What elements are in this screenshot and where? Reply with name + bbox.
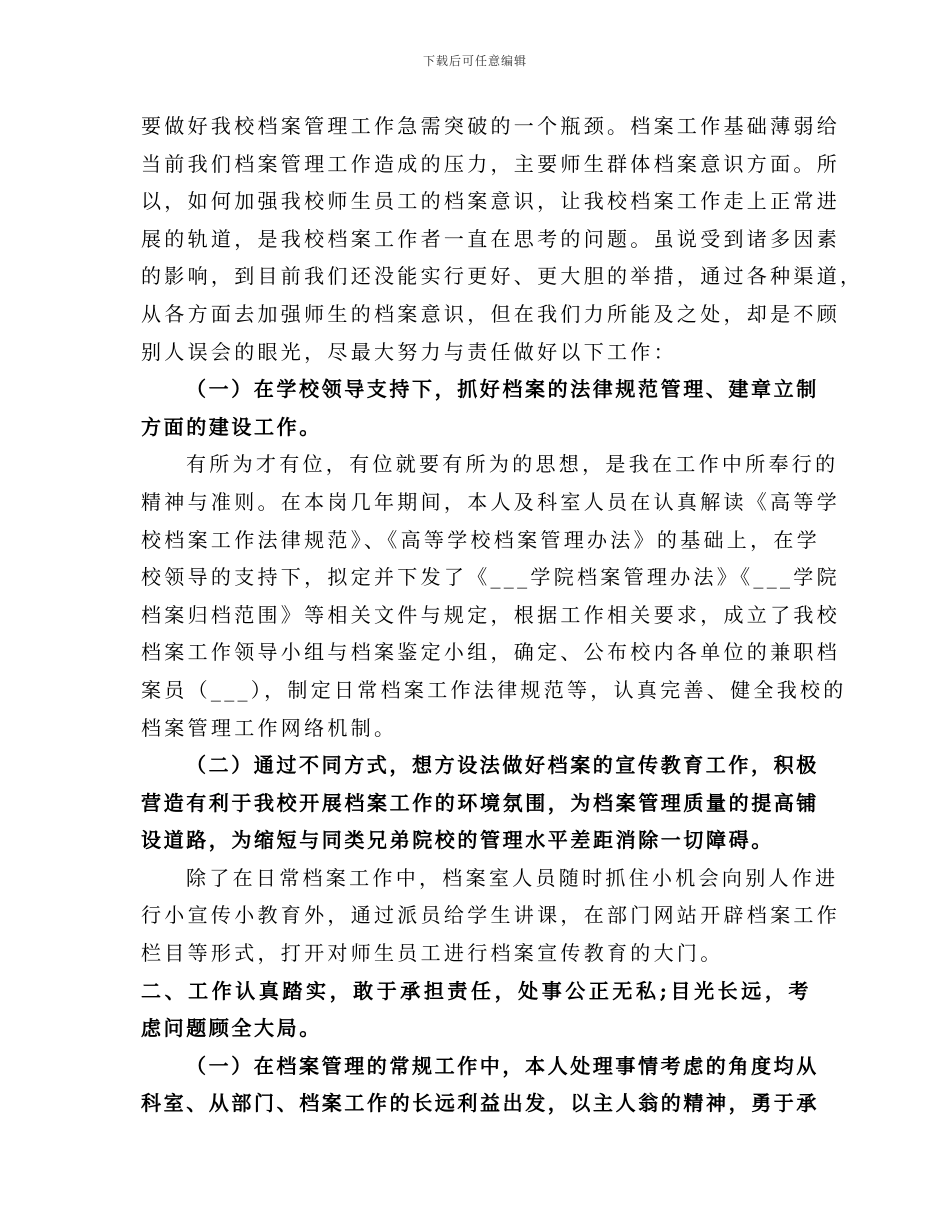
heading-line: 设道路，为缩短与同类兄弟院校的管理水平差距消除一切障碍。 bbox=[141, 828, 774, 853]
paragraph bbox=[141, 446, 847, 747]
heading-line: 二、工作认真踏实，敢于承担责任，处事公正无私;目光长远，考 bbox=[141, 978, 811, 1003]
page-header: 下载后可任意编辑 bbox=[422, 54, 527, 68]
heading-line: （一）在学校领导支持下，抓好档案的法律规范管理、建章立制 bbox=[186, 377, 819, 402]
text-line: 档案归档范围》等相关文件与规定，根据工作相关要求，成立了我校 bbox=[141, 602, 840, 627]
text-line: 除了在日常档案工作中，档案室人员随时抓住小机会向别人作进 bbox=[186, 865, 839, 890]
text-line: 从各方面去加强师生的档案意识，但在我们力所能及之处，却是不顾 bbox=[141, 301, 840, 326]
heading-line: （二）通过不同方式，想方设法做好档案的宣传教育工作，积极 bbox=[186, 753, 819, 778]
section-heading bbox=[141, 1048, 819, 1123]
text-line: 精神与准则。在本岗几年期间，本人及科室人员在认真解读《高等学 bbox=[141, 489, 840, 514]
text-line: 的影响，到目前我们还没能实行更好、更大胆的举措，通过各种渠道， bbox=[141, 264, 864, 289]
heading-line: 营造有利于我校开展档案工作的环境氛围，为档案管理质量的提高铺 bbox=[141, 790, 819, 815]
text-line: 当前我们档案管理工作造成的压力，主要师生群体档案意识方面。所 bbox=[141, 151, 840, 176]
heading-line: 科室、从部门、档案工作的长远利益出发，以主人翁的精神，勇于承 bbox=[141, 1091, 819, 1116]
text-line: 要做好我校档案管理工作急需突破的一个瓶颈。档案工作基础薄弱给 bbox=[141, 114, 840, 138]
text-line: 展的轨道，是我校档案工作者一直在思考的问题。虽说受到诸多因素 bbox=[141, 226, 840, 251]
text-line: 以，如何加强我校师生员工的档案意识，让我校档案工作走上正常进 bbox=[141, 189, 840, 214]
text-line: 校领导的支持下，拟定并下发了《___学院档案管理办法》《___学院 bbox=[141, 565, 840, 590]
section-heading bbox=[141, 973, 811, 1048]
heading-line: 虑问题顾全大局。 bbox=[141, 1016, 322, 1041]
section-heading bbox=[141, 371, 819, 446]
text-line: 档案管理工作网络机制。 bbox=[141, 715, 398, 740]
text-line: 档案工作领导小组与档案鉴定小组，确定、公布校内各单位的兼职档 bbox=[141, 640, 840, 665]
document-body bbox=[141, 108, 864, 1123]
paragraph bbox=[141, 108, 864, 371]
text-line: 有所为才有位，有位就要有所为的思想，是我在工作中所奉行的 bbox=[186, 452, 839, 477]
text-line: 行小宣传小教育外，通过派员给学生讲课，在部门网站开辟档案工作 bbox=[141, 903, 840, 928]
text-line: 校档案工作法律规范》、《高等学校档案管理办法》的基础上，在学 bbox=[141, 527, 820, 552]
text-line: 栏目等形式，打开对师生员工进行档案宣传教育的大门。 bbox=[141, 941, 724, 966]
heading-line: 方面的建设工作。 bbox=[141, 414, 322, 439]
text-line: 别人误会的眼光，尽最大努力与责任做好以下工作： bbox=[141, 339, 677, 364]
paragraph bbox=[141, 860, 840, 973]
text-line: 案员（___），制定日常档案工作法律规范等，认真完善、健全我校的 bbox=[141, 677, 847, 702]
heading-line: （一）在档案管理的常规工作中，本人处理事情考虑的角度均从 bbox=[186, 1053, 819, 1078]
section-heading bbox=[141, 747, 819, 860]
